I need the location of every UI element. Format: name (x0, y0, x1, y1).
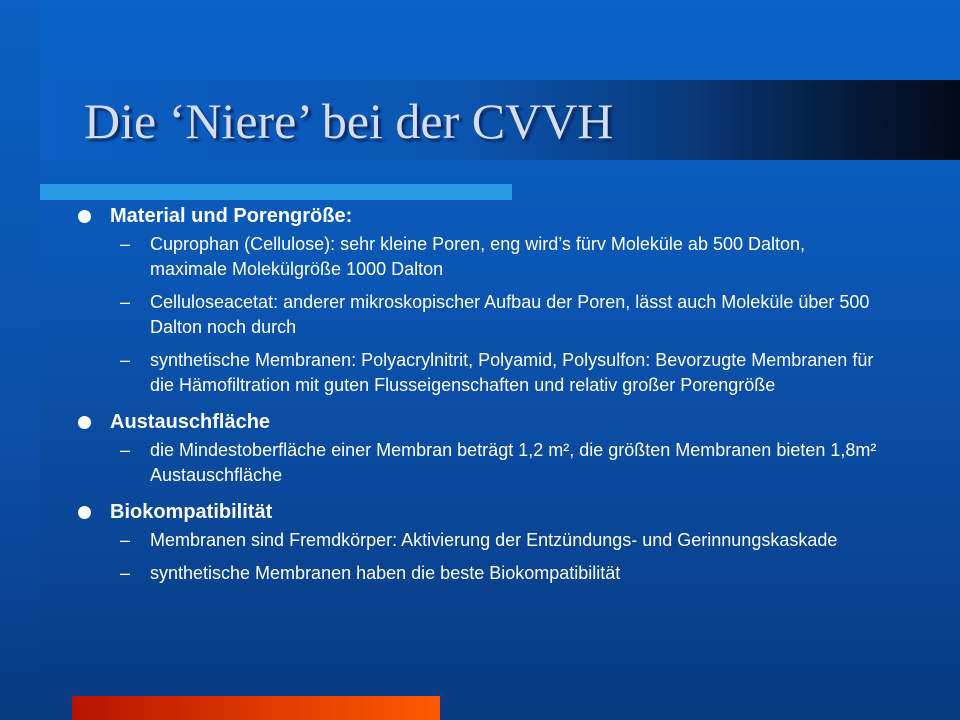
sub-item (78, 438, 878, 488)
dash-marker: – (120, 350, 131, 370)
sub-item-text: Celluloseacetat: anderer mikroskopischer Aufbau der Poren, lässt auch Moleküle über 500 Dalton noch durch (150, 292, 870, 337)
slide-title: Die ‘Niere’ bei der CVVH (84, 93, 614, 149)
dash-marker: – (120, 234, 131, 254)
left-decor-strip (0, 0, 40, 720)
bullet-heading: Biokompatibilität (110, 500, 273, 523)
dash-marker: – (120, 530, 131, 550)
slide-content (78, 200, 878, 594)
sub-item-text: synthetische Membranen: Polyacrylnitrit, Polyamid, Polysulfon: Bevorzugte Membranen für die Hämofiltration mit guten Flusseigenschaften und relativ großer Porengröße (150, 350, 874, 395)
sub-item (78, 232, 878, 282)
bottom-decor-bar (72, 696, 440, 720)
bullet-material (78, 200, 878, 232)
dash-marker: – (120, 292, 131, 312)
sub-item-text: Membranen sind Fremdkörper: Aktivierung der Entzündungs- und Gerinnungskaskade (150, 530, 838, 550)
dash-marker: – (120, 563, 131, 583)
dash-marker: – (120, 440, 131, 460)
sub-item-text: synthetische Membranen haben die beste Biokompatibilität (150, 563, 621, 583)
bullet-biokompatibilitaet (78, 496, 878, 528)
title-underline-bar (40, 184, 512, 200)
sub-item-text: Cuprophan (Cellulose): sehr kleine Poren, eng wird’s fürv Moleküle ab 500 Dalton, maximale Molekülgröße 1000 Dalton (150, 234, 806, 279)
bullet-heading: Austauschfläche (110, 410, 271, 433)
bullet-dot-icon (78, 506, 91, 519)
sub-item (78, 290, 878, 340)
sub-item (78, 528, 878, 553)
sub-item-text: die Mindestoberfläche einer Membran beträgt 1,2 m², die größten Membranen bieten 1,8m² Austauschfläche (150, 440, 877, 485)
sub-item (78, 561, 878, 586)
bullet-dot-icon (78, 416, 91, 429)
bullet-austauschflaeche (78, 406, 878, 438)
sub-item (78, 348, 878, 398)
bullet-dot-icon (78, 210, 91, 223)
bullet-heading: Material und Porengröße: (110, 204, 353, 227)
